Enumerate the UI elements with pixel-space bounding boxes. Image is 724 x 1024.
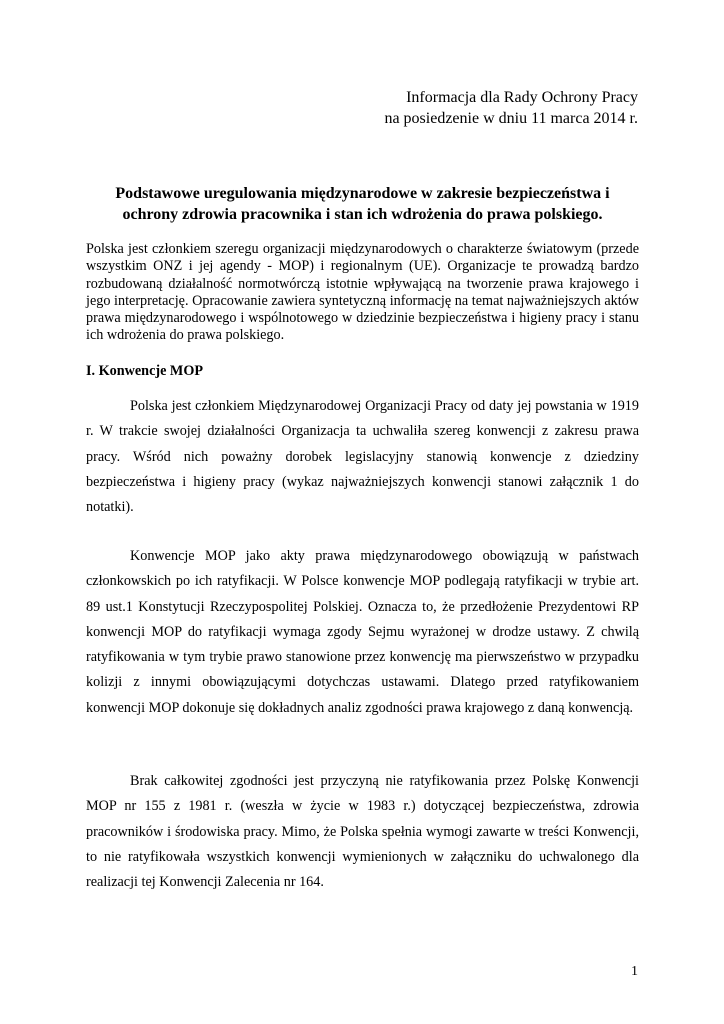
title-line-2: ochrony zdrowia pracownika i stan ich wdrożenia do prawa polskiego.	[122, 206, 603, 223]
body-paragraph-3: Brak całkowitej zgodności jest przyczyną nie ratyfikowania przez Polskę Konwencji MOP nr 155 z 1981 r. (weszła w życie w 1983 r.) dotyczącej bezpieczeństwa, zdrowia pracowników i środowiska pracy. Mimo, że Polska spełnia wymogi zawarte w treści Konwencji, to nie ratyfikowała wszystkich konwencji wymienionych w załączniku do uchwalonego dla realizacji tej Konwencji Zalecenia nr 164.	[86, 773, 639, 891]
document-title	[86, 183, 639, 225]
section-heading: I. Konwencje MOP	[86, 363, 204, 379]
body-paragraph-1: Polska jest członkiem Międzynarodowej Organizacji Pracy od daty jej powstania w 1919 r. W trakcie swojej działalności Organizacja ta uchwaliła szereg konwencji z zakresu prawa pracy. Wśród nich poważny dorobek legislacyjny stanowią konwencje z dziedziny bezpieczeństwa i higieny pracy (wykaz najważniejszych konwencji stanowi załącznik 1 do notatki).	[86, 398, 639, 516]
page-number: 1	[631, 964, 638, 979]
body-paragraph-2: Konwencje MOP jako akty prawa międzynarodowego obowiązują w państwach członkowskich po ich ratyfikacji. W Polsce konwencje MOP podlegają ratyfikacji w trybie art. 89 ust.1 Konstytucji Rzeczypospolitej Polskiej. Oznacza to, że przedłożenie Prezydentowi RP konwencji MOP do ratyfikacji wymaga zgody Sejmu wyrażonej w drodze ustawy. Z chwilą ratyfikowania w tym trybie prawo stanowione przez konwencję ma pierwszeństwo w przypadku kolizji z innymi obowiązującymi dotychczas ustawami. Dlatego przed ratyfikowaniem konwencji MOP dokonuje się dokładnych analiz zgodności prawa krajowego z daną konwencją.	[86, 548, 639, 716]
title-line-1: Podstawowe uregulowania międzynarodowe w zakresie bezpieczeństwa i	[115, 185, 610, 202]
header-line-1: Informacja dla Rady Ochrony Pracy	[406, 89, 638, 106]
document-header	[384, 87, 638, 129]
intro-paragraph: Polska jest członkiem szeregu organizacji międzynarodowych o charakterze światowym (przede wszystkim ONZ i jej agendy - MOP) i regionalnym (UE). Organizacje te prowadzą bardzo rozbudowaną działalność normotwórczą istotnie wpływającą na tworzenie prawa krajowego i jego interpretację. Opracowanie zawiera syntetyczną informację na temat najważniejszych aktów prawa międzynarodowego i wspólnotowego w dziedzinie bezpieczeństwa i higieny pracy i stanu ich wdrożenia do prawa polskiego.	[86, 241, 639, 344]
header-line-2: na posiedzenie w dniu 11 marca 2014 r.	[384, 110, 638, 127]
